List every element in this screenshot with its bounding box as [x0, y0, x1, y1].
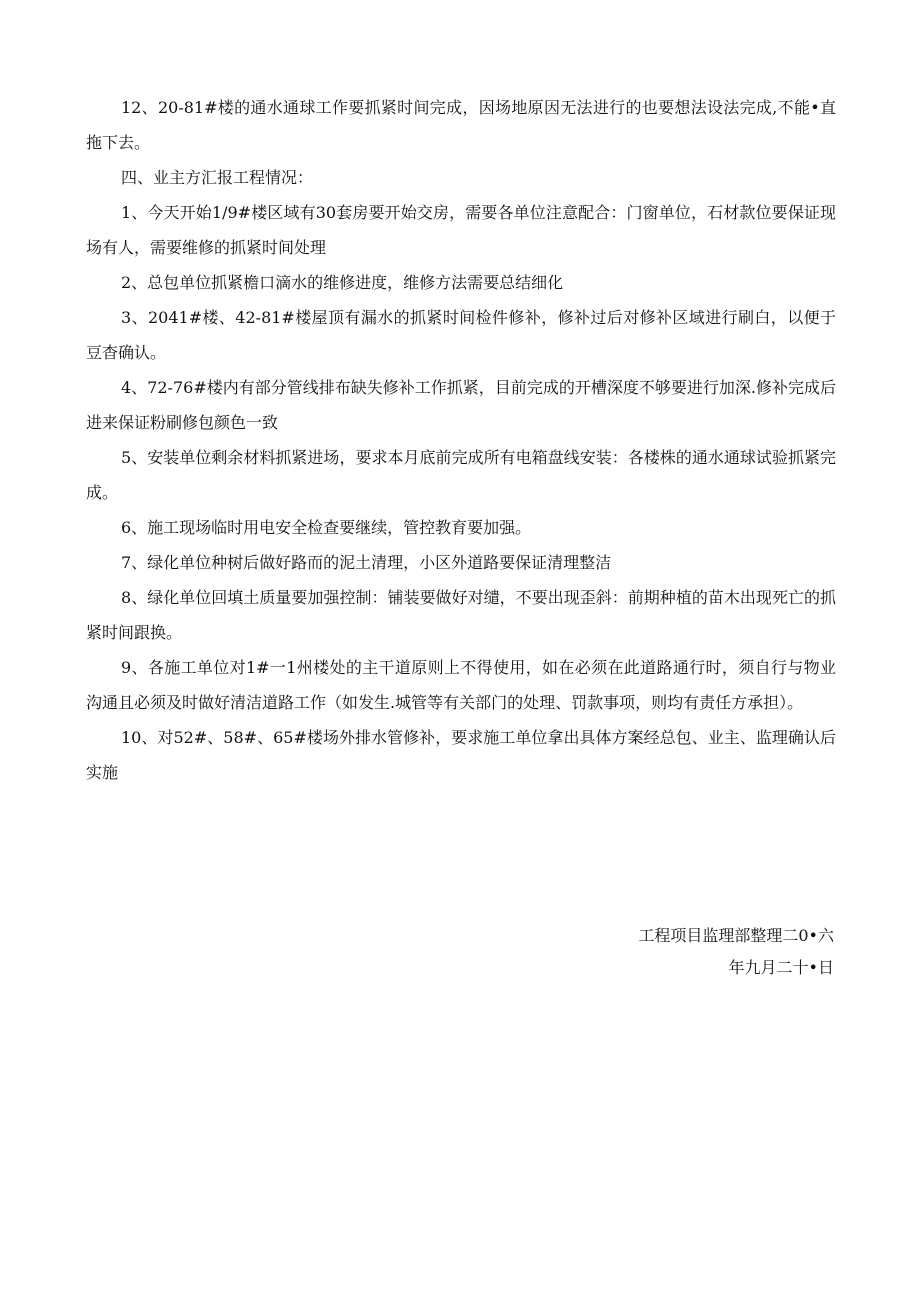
paragraph-item-3: 3、2041#楼、42-81#楼屋顶有漏水的抓紧时间检件修补，修补过后对修补区域进行刷白，以便于豆杳确认。	[86, 308, 836, 362]
signature-line-2: 年九月二十•日	[728, 958, 834, 977]
paragraph-item-4: 4、72-76#楼内有部分管线排布缺失修补工作抓紧，目前完成的开槽深度不够要进行加深.修补完成后进来保证粉刷修包颜色一致	[86, 378, 836, 432]
paragraph-item-7: 7、绿化单位种树后做好路而的泥土清理，小区外道路要保证清理整洁	[121, 553, 612, 572]
paragraph-item-5: 5、安装单位剩余材料抓紧进场，要求本月底前完成所有电箱盘线安装：各楼株的通水通球试验抓紧完成。	[86, 448, 836, 502]
signature-line-1: 工程项目监理部整理二0•六	[638, 926, 834, 945]
paragraph-item-9: 9、各施工单位对1#一1州楼处的主干道原则上不得使用，如在必须在此道路通行时，须自行与物业沟通且必须及时做好清洁道路工作（如发生.城管等有关部门的处理、罚款事项，则均有责任方承担）。	[86, 658, 836, 712]
paragraph-item-8: 8、绿化单位回填土质量要加强控制：铺装要做好对缱，不要出现歪斜：前期种植的苗木出现死亡的抓紧时间跟换。	[86, 588, 836, 642]
signature-block	[574, 920, 834, 984]
paragraph-item-6: 6、施工现场临时用电安全检查要继续，管控教育要加强。	[121, 518, 532, 537]
paragraph-item-12: 12、20-81#楼的通水通球工作要抓紧时间完成，因场地原因无法进行的也要想法设法完成,不能•直拖下去。	[86, 98, 836, 152]
paragraph-item-10: 10、对52#、58#、65#楼场外排水管修补，要求施工单位拿出具体方案经总包、业主、监理确认后实施	[86, 728, 836, 782]
paragraph-item-2: 2、总包单位抓紧檐口滴水的维修进度，维修方法需要总结细化	[121, 273, 564, 292]
section-heading-owner-report: 四、业主方汇报工程情况：	[121, 168, 314, 187]
document-body	[86, 90, 836, 790]
paragraph-item-1: 1、今天开始1/9#楼区域有30套房要开始交房，需要各单位注意配合：门窗单位，石材款位要保证现场有人，需要维修的抓紧时间处理	[86, 203, 836, 257]
